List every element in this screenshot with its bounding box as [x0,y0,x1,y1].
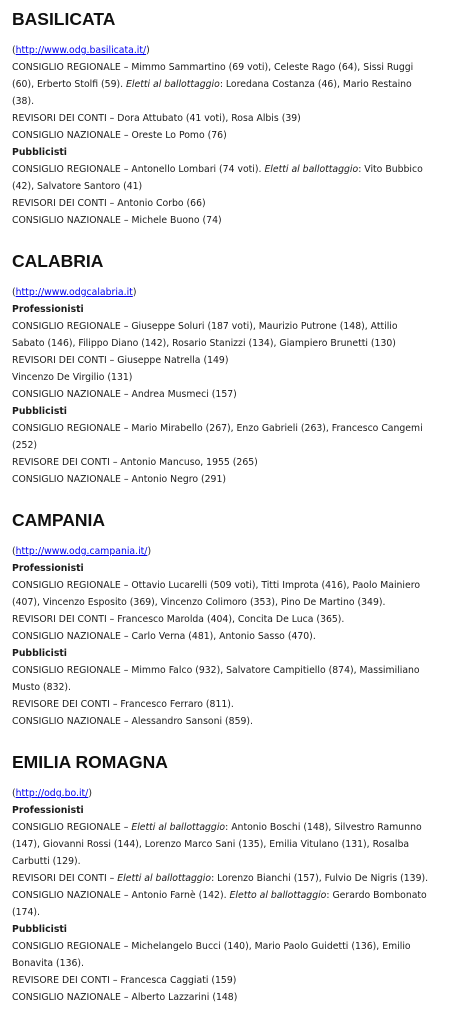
region-link-line: (http://www.odgcalabria.it) [12,287,137,298]
text-segment: Professionisti [12,563,84,574]
category-heading [12,802,462,819]
text-segment: Sabato (146), Filippo Diano (142), Rosario Stanizzi (134), Giampiero Brunetti (130) [12,338,396,349]
region-lines [12,301,462,488]
italic-label: Eletti al ballottaggio [117,873,212,884]
region-title: CAMPANIA [12,510,106,530]
result-line [12,938,462,955]
italic-label: Eletti al ballottaggio [264,164,359,175]
category-heading [12,560,462,577]
result-line [12,76,462,93]
text-segment: CONSIGLIO NAZIONALE – Antonio Farnè (142). [12,890,230,901]
result-line [12,696,462,713]
text-segment: CONSIGLIO REGIONALE – Mario Mirabello (267), Enzo Gabrieli (263), Francesco Cangemi [12,423,423,434]
result-line [12,454,462,471]
result-line [12,628,462,645]
text-segment: (407), Vincenzo Esposito (369), Vincenzo Colimoro (353), Pino De Martino (349). [12,597,386,608]
result-line [12,386,462,403]
text-segment: CONSIGLIO REGIONALE – Mimmo Sammartino (69 voti), Celeste Rago (64), Sissi Ruggi [12,62,414,73]
result-line [12,369,462,386]
region-lines [12,802,462,1006]
text-segment: (60), Erberto Stolfi (59). [12,79,127,90]
region-calabria [12,250,462,488]
result-line [12,870,462,887]
category-heading [12,403,462,420]
region-link-line: (http://odg.bo.it/) [12,788,92,799]
text-segment: Pubblicisti [12,406,67,417]
result-line [12,819,462,836]
text-segment: : Vito Bubbico [358,164,423,175]
result-line [12,437,462,454]
text-segment: : Gerardo Bombonato [326,890,427,901]
text-segment: Bonavita (136). [12,958,84,969]
text-segment: CONSIGLIO NAZIONALE – Michele Buono (74) [12,215,222,226]
italic-label: Eletto al ballottaggio [229,890,327,901]
result-line [12,577,462,594]
region-link[interactable]: http://www.odgcalabria.it [15,287,133,298]
region-title: CALABRIA [12,251,104,271]
text-segment: : Loredana Costanza (46), Mario Restaino [219,79,412,90]
text-segment: CONSIGLIO REGIONALE – Giuseppe Soluri (187 voti), Maurizio Putrone (148), Attilio [12,321,398,332]
text-segment: CONSIGLIO NAZIONALE – Antonio Negro (291) [12,474,227,485]
article-body [0,8,470,1006]
result-line [12,59,462,76]
result-line [12,318,462,335]
region-link[interactable]: http://www.odg.basilicata.it/ [15,45,147,56]
text-segment: Professionisti [12,304,84,315]
region-basilicata [12,8,462,229]
result-line [12,955,462,972]
result-line [12,93,462,110]
text-segment: REVISORI DEI CONTI – [12,873,118,884]
italic-label: Eletti al ballottaggio [131,822,226,833]
text-segment: Vincenzo De Virgilio (131) [12,372,133,383]
italic-label: Eletti al ballottaggio [126,79,220,90]
region-lines [12,560,462,730]
text-segment: Professionisti [12,805,84,816]
text-segment: CONSIGLIO NAZIONALE – Alessandro Sansoni (859). [12,716,253,727]
result-line [12,110,462,127]
text-segment: CONSIGLIO NAZIONALE – Andrea Musmeci (157) [12,389,237,400]
result-line [12,887,462,904]
text-segment: (42), Salvatore Santoro (41) [12,181,143,192]
result-line [12,713,462,730]
region-campania [12,509,462,730]
category-heading [12,301,462,318]
text-segment: CONSIGLIO REGIONALE – Michelangelo Bucci (140), Mario Paolo Guidetti (136), Emilio [12,941,411,952]
region-title: EMILIA ROMAGNA [12,752,168,772]
text-segment: REVISORI DEI CONTI – Giuseppe Natrella (149) [12,355,229,366]
text-segment: (147), Giovanni Rossi (144), Lorenzo Marco Sani (135), Emilia Vitulano (131), Rosalba [12,839,410,850]
text-segment: REVISORE DEI CONTI – Antonio Mancuso, 1955 (265) [12,457,258,468]
region-link[interactable]: http://odg.bo.it/ [15,788,89,799]
text-segment: CONSIGLIO NAZIONALE – Carlo Verna (481), Antonio Sasso (470). [12,631,316,642]
region-lines [12,59,462,229]
region-emilia-romagna [12,751,462,1006]
result-line [12,662,462,679]
result-line [12,471,462,488]
result-line [12,853,462,870]
region-title: BASILICATA [12,9,116,29]
text-segment: Carbutti (129). [12,856,81,867]
text-segment: Pubblicisti [12,147,67,158]
text-segment: Pubblicisti [12,648,67,659]
text-segment: REVISORE DEI CONTI – Francesco Ferraro (811). [12,699,234,710]
text-segment: CONSIGLIO REGIONALE – Antonello Lombari (74 voti). [12,164,265,175]
text-segment: CONSIGLIO REGIONALE – [12,822,132,833]
result-line [12,972,462,989]
result-line [12,195,462,212]
text-segment: CONSIGLIO REGIONALE – Mimmo Falco (932), Salvatore Campitiello (874), Massimiliano [12,665,420,676]
text-segment: : Lorenzo Bianchi (157), Fulvio De Nigris (139). [211,873,429,884]
result-line [12,594,462,611]
result-line [12,352,462,369]
result-line [12,679,462,696]
result-line [12,420,462,437]
text-segment: REVISORI DEI CONTI – Antonio Corbo (66) [12,198,206,209]
text-segment: CONSIGLIO NAZIONALE – Alberto Lazzarini (148) [12,992,238,1003]
text-segment: (252) [12,440,37,451]
text-segment: Pubblicisti [12,924,67,935]
text-segment: REVISORI DEI CONTI – Francesco Marolda (404), Concita De Luca (365). [12,614,345,625]
category-heading [12,921,462,938]
result-line [12,212,462,229]
result-line [12,161,462,178]
region-link-line: (http://www.odg.campania.it/) [12,546,152,557]
result-line [12,904,462,921]
result-line [12,611,462,628]
result-line [12,836,462,853]
text-segment: CONSIGLIO NAZIONALE – Oreste Lo Pomo (76) [12,130,227,141]
text-segment: Musto (832). [12,682,71,693]
category-heading [12,645,462,662]
category-heading [12,144,462,161]
text-segment: REVISORI DEI CONTI – Dora Attubato (41 voti), Rosa Albis (39) [12,113,301,124]
text-segment: REVISORE DEI CONTI – Francesca Caggiati (159) [12,975,237,986]
result-line [12,335,462,352]
region-link[interactable]: http://www.odg.campania.it/ [15,546,148,557]
result-line [12,178,462,195]
text-segment: : Antonio Boschi (148), Silvestro Ramunno [225,822,422,833]
region-link-line: (http://www.odg.basilicata.it/) [12,45,150,56]
text-segment: (174). [12,907,40,918]
text-segment: CONSIGLIO REGIONALE – Ottavio Lucarelli (509 voti), Titti Improta (416), Paolo Mainiero [12,580,421,591]
result-line [12,989,462,1006]
text-segment: (38). [12,96,35,107]
result-line [12,127,462,144]
